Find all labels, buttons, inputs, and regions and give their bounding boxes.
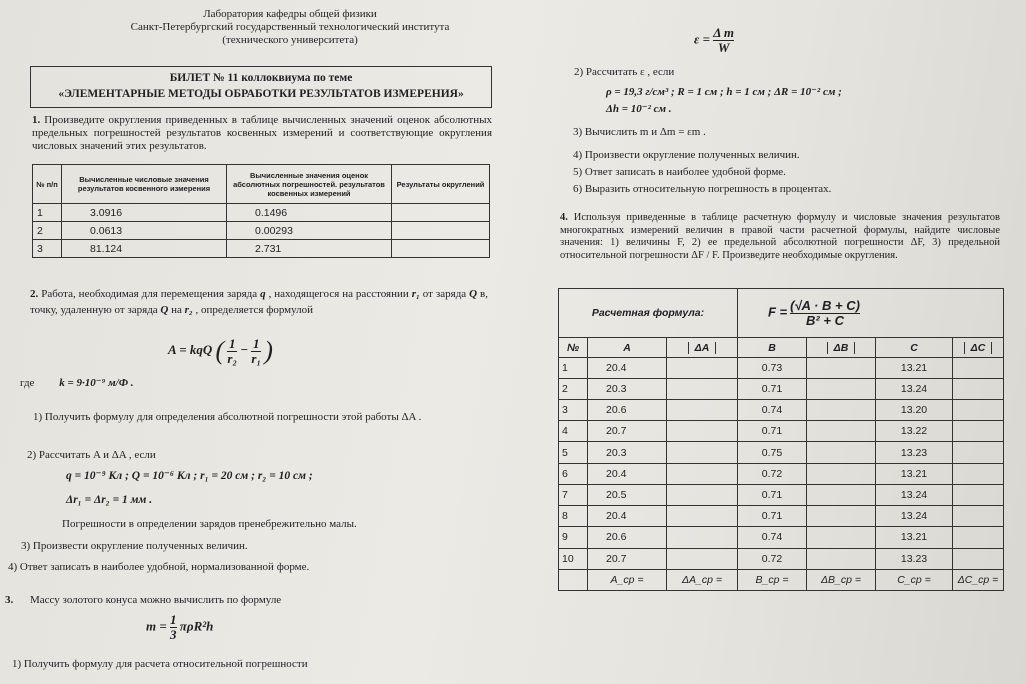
col-dB (807, 338, 876, 357)
task1-col-result: Результаты округлений (392, 165, 490, 204)
row-dB[interactable] (807, 506, 876, 527)
col-B: B (738, 338, 807, 357)
row-number: 2 (33, 222, 62, 240)
footer-C-avg[interactable]: C_ср = (876, 569, 953, 590)
table-row (33, 222, 490, 240)
row-dC[interactable] (953, 527, 1004, 548)
row-B: 0.71 (738, 506, 807, 527)
formula-rest: πρR²h (179, 618, 214, 634)
row-dA[interactable] (667, 400, 738, 421)
row-C: 13.22 (876, 421, 953, 442)
row-A: 20.3 (588, 378, 667, 399)
row-dC[interactable] (953, 442, 1004, 463)
task2-item3: 3) Произвести округление полученных величин. (21, 540, 248, 552)
task2-var-q: q (260, 288, 266, 300)
row-dA[interactable] (667, 442, 738, 463)
footer-dC-avg[interactable]: ΔC_ср = (953, 569, 1004, 590)
row-dA[interactable] (667, 484, 738, 505)
formula-F: F = (768, 304, 788, 320)
task4-table (558, 288, 1004, 591)
row-B: 0.75 (738, 442, 807, 463)
table-row (33, 240, 490, 258)
header-line-1: Лаборатория кафедры общей физики (203, 8, 377, 20)
row-result[interactable] (392, 204, 490, 222)
task2-intro-d: в, точку, удаленную от заряда (30, 288, 488, 316)
row-dA[interactable] (667, 548, 738, 569)
task3-item2: 2) Рассчитать ε , если (574, 66, 675, 78)
row-A: 20.7 (588, 548, 667, 569)
row-A: 20.4 (588, 506, 667, 527)
task3-item3: 3) Вычислить m и Δm = εm . (573, 126, 706, 138)
frac-den: r₁ (251, 350, 261, 366)
row-value: 3.0916 (62, 204, 227, 222)
header-line-2: Санкт-Петербургский государственный технологический института (130, 21, 450, 33)
task1-col-value: Вычисленные числовые значения результатов косвенного измерения (62, 165, 227, 204)
row-dB[interactable] (807, 463, 876, 484)
row-dA[interactable] (667, 506, 738, 527)
row-value: 0.0613 (62, 222, 227, 240)
task3-text (5, 594, 281, 607)
formula-fraction (790, 299, 860, 328)
task1-table-header (33, 165, 490, 204)
row-error: 0.00293 (227, 222, 392, 240)
row-A: 20.6 (588, 400, 667, 421)
row-C: 13.24 (876, 484, 953, 505)
col-n: № (559, 338, 588, 357)
row-dB[interactable] (807, 527, 876, 548)
row-C: 13.21 (876, 463, 953, 484)
task2-var-Q: Q (469, 288, 478, 300)
task4-table-body (559, 357, 1004, 569)
ticket-title: БИЛЕТ № 11 коллоквиума по теме (169, 72, 353, 84)
row-number: 7 (559, 484, 588, 505)
frac-num: 1 (170, 612, 177, 627)
row-number: 8 (559, 506, 588, 527)
table-row (559, 442, 1004, 463)
task3-values-line2: Δh = 10⁻² см . (606, 103, 672, 115)
ticket-topic: «ЭЛЕМЕНТАРНЫЕ МЕТОДЫ ОБРАБОТКИ РЕЗУЛЬТАТОВ ИЗМЕРЕНИЯ» (58, 88, 464, 100)
table-row (559, 506, 1004, 527)
footer-dB-avg[interactable]: ΔB_ср = (807, 569, 876, 590)
task3-item4: 4) Произвести округление полученных величин. (573, 149, 800, 161)
footer-B-avg[interactable]: B_ср = (738, 569, 807, 590)
footer-blank (559, 569, 588, 590)
col-dC-label: ΔC (964, 342, 993, 354)
task3-number: 3. (5, 594, 14, 606)
col-dA-label: ΔA (688, 342, 717, 354)
task4-text (560, 212, 1000, 262)
k-value: k = 9·10⁻⁹ м/Ф . (59, 377, 134, 389)
row-number: 3 (559, 400, 588, 421)
task2-values-line2: Δr₁ = Δr₂ = 1 мм . (66, 494, 153, 506)
row-number: 9 (559, 527, 588, 548)
row-B: 0.71 (738, 378, 807, 399)
frac-den: W (717, 40, 730, 55)
row-number: 1 (33, 204, 62, 222)
task2-intro-e: на (171, 304, 182, 316)
task2-note: Погрешности в определении зарядов пренебрежительно малы. (62, 518, 357, 530)
table-row (559, 421, 1004, 442)
row-number: 3 (33, 240, 62, 258)
row-dC[interactable] (953, 421, 1004, 442)
task2-var-r2: r₂ (184, 304, 193, 316)
row-A: 20.4 (588, 357, 667, 378)
row-result[interactable] (392, 222, 490, 240)
fraction-1-r1 (251, 337, 261, 366)
row-dB[interactable] (807, 548, 876, 569)
where-label: где (20, 377, 35, 389)
row-C: 13.20 (876, 400, 953, 421)
table-row (559, 548, 1004, 569)
row-dB[interactable] (807, 400, 876, 421)
task1-table (32, 164, 490, 258)
row-number: 5 (559, 442, 588, 463)
row-C: 13.24 (876, 506, 953, 527)
row-C: 13.21 (876, 527, 953, 548)
row-B: 0.74 (738, 527, 807, 548)
task4-col-headers (559, 338, 1004, 357)
task1-col-n: № п/п (33, 165, 62, 204)
row-B: 0.74 (738, 400, 807, 421)
row-dC[interactable] (953, 484, 1004, 505)
eps-fraction (713, 26, 734, 55)
row-dA[interactable] (667, 421, 738, 442)
table-row (559, 484, 1004, 505)
task4-footer-row (559, 569, 1004, 590)
row-A: 20.3 (588, 442, 667, 463)
task4-formula-row (559, 289, 1004, 338)
table-row (559, 463, 1004, 484)
task2-intro-b: , находящегося на расстоянии (268, 288, 409, 300)
row-number: 2 (559, 378, 588, 399)
fraction-one-third (170, 613, 177, 642)
row-dB[interactable] (807, 421, 876, 442)
table-row (559, 357, 1004, 378)
row-number: 6 (559, 463, 588, 484)
task1-description: Произведите округления приведенных в таблице вычисленных значений оценок абсолютных предельных погрешностей результатов косвенных измерений и соответствующие округления числовых значений этих результатов. (32, 114, 493, 152)
task1-text (32, 114, 492, 153)
col-C: C (876, 338, 953, 357)
table-row (559, 527, 1004, 548)
task2-formula (168, 336, 273, 366)
formula-label: Расчетная формула: (559, 289, 738, 338)
task2-number: 2. (30, 288, 39, 300)
row-dB[interactable] (807, 357, 876, 378)
frac-den: B² + C (806, 312, 844, 328)
task4-number: 4. (560, 212, 568, 223)
frac-num: (√A · B + C) (790, 297, 860, 313)
task2-intro-f: , определяется формулой (195, 304, 314, 316)
ticket-title-box (30, 66, 492, 108)
institution-header (90, 8, 490, 47)
fraction-1-r2 (227, 337, 237, 366)
frac-num: 1 (252, 335, 260, 351)
row-C: 13.23 (876, 442, 953, 463)
table-row (559, 400, 1004, 421)
row-C: 13.21 (876, 357, 953, 378)
row-B: 0.71 (738, 484, 807, 505)
row-B: 0.72 (738, 463, 807, 484)
row-number: 1 (559, 357, 588, 378)
table-row (33, 204, 490, 222)
task1-number: 1. (32, 114, 41, 126)
row-dC[interactable] (953, 548, 1004, 569)
task1-col-error: Вычисленные значения оценок абсолютных погрешностей. результатов косвенных измерений (227, 165, 392, 204)
row-dB[interactable] (807, 442, 876, 463)
row-number: 4 (559, 421, 588, 442)
row-dC[interactable] (953, 357, 1004, 378)
row-dC[interactable] (953, 463, 1004, 484)
row-B: 0.72 (738, 548, 807, 569)
row-dB[interactable] (807, 484, 876, 505)
paren-close: ) (264, 336, 273, 365)
row-dC[interactable] (953, 378, 1004, 399)
task4-description: Используя приведенные в таблице расчетную формулу и числовые значения результатов многократных измерений величин в правой части расчетной формулы, найдите числовые значения: 1) величины F, 2) ее предельной абсолютной погрешности ΔF, 3) предельной относительной погрешности ΔF / F. Произведите необходимые округления. (560, 212, 1001, 261)
eps-left: ε = (694, 31, 710, 47)
row-A: 20.6 (588, 527, 667, 548)
row-dA[interactable] (667, 357, 738, 378)
table-row (559, 378, 1004, 399)
col-dC (953, 338, 1004, 357)
frac-den: 3 (170, 627, 177, 642)
row-A: 20.4 (588, 463, 667, 484)
row-A: 20.7 (588, 421, 667, 442)
task2-item4: 4) Ответ записать в наиболее удобной, нормализованной форме. (8, 561, 310, 573)
epsilon-formula (694, 26, 734, 55)
row-A: 20.5 (588, 484, 667, 505)
row-dB[interactable] (807, 378, 876, 399)
row-dC[interactable] (953, 506, 1004, 527)
task2-text (30, 286, 488, 318)
col-dA (667, 338, 738, 357)
footer-A-avg[interactable]: A_ср = (588, 569, 667, 590)
task2-intro-a: Работа, необходимая для перемещения заряда (41, 288, 258, 300)
task3-description: Массу золотого конуса можно вычислить по формуле (30, 594, 282, 606)
frac-num: Δ m (713, 25, 735, 40)
row-result[interactable] (392, 240, 490, 258)
task2-values-line1: q = 10⁻⁹ Кл ; Q = 10⁻⁶ Кл ; r₁ = 20 см ; r₂ = 10 см ; (66, 470, 313, 482)
task2-var-r1: r₁ (411, 288, 420, 300)
row-error: 2.731 (227, 240, 392, 258)
minus-sign: − (240, 341, 249, 357)
row-error: 0.1496 (227, 204, 392, 222)
frac-den: r₂ (227, 350, 238, 366)
row-dA[interactable] (667, 378, 738, 399)
row-number: 10 (559, 548, 588, 569)
task3-item6: 6) Выразить относительную погрешность в процентах. (573, 183, 832, 195)
header-line-3: (технического университета) (222, 34, 358, 46)
task2-intro-c: от заряда (422, 288, 467, 300)
formula-m: m = (146, 618, 167, 634)
task3-item1: 1) Получить формулу для расчета относительной погрешности (12, 658, 308, 670)
row-dC[interactable] (953, 400, 1004, 421)
task3-formula (146, 613, 213, 642)
task3-values-line1: ρ = 19,3 г/см³ ; R = 1 см ; h = 1 см ; ΔR = 10⁻² см ; (606, 86, 842, 98)
col-A: A (588, 338, 667, 357)
row-C: 13.23 (876, 548, 953, 569)
row-dA[interactable] (667, 463, 738, 484)
paren-open: ( (215, 336, 225, 365)
col-dB-label: ΔB (827, 342, 856, 354)
formula-cell (738, 289, 1004, 338)
task3-item5: 5) Ответ записать в наиболее удобной форме. (573, 166, 786, 178)
task2-where (20, 377, 134, 390)
row-B: 0.71 (738, 421, 807, 442)
footer-dA-avg[interactable]: ΔA_ср = (667, 569, 738, 590)
task2-var-Q2: Q (160, 304, 169, 316)
row-value: 81.124 (62, 240, 227, 258)
task2-item1: 1) Получить формулу для определения абсолютной погрешности этой работы ΔA . (33, 411, 422, 423)
task2-item2: 2) Рассчитать A и ΔA , если (27, 449, 156, 461)
row-C: 13.24 (876, 378, 953, 399)
row-B: 0.73 (738, 357, 807, 378)
formula-left: A = kqQ (168, 341, 213, 357)
row-dA[interactable] (667, 527, 738, 548)
frac-num: 1 (228, 335, 236, 351)
